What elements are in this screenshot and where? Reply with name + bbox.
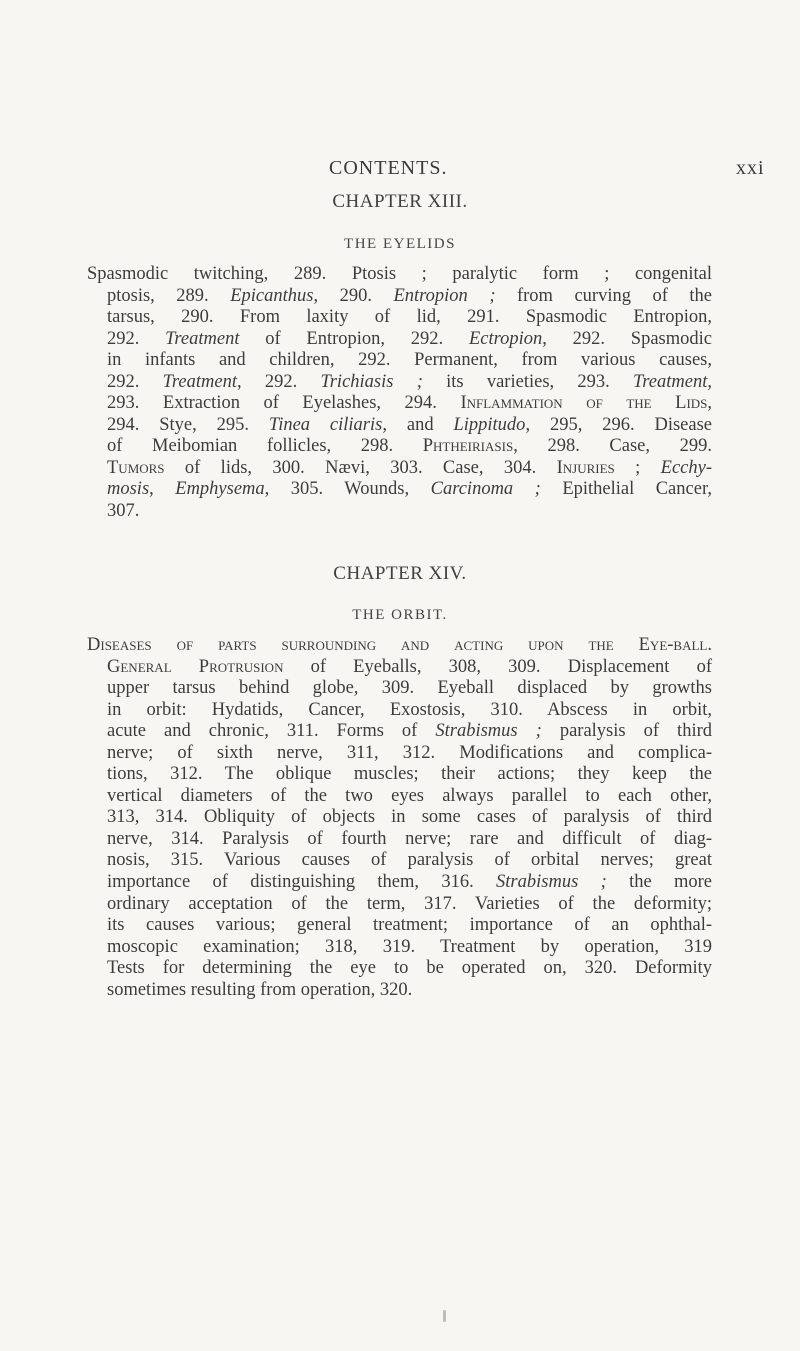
text-line: 293. Extraction of Eyelashes, 294. Inflammation of the Lids, bbox=[107, 393, 713, 414]
text-line: 292. Treatment of Entropion, 292. Ectropion, 292. Spasmodic bbox=[107, 328, 712, 349]
text-line: 292. Treatment, 292. Trichiasis ; its varieties, 293. Treatment, bbox=[107, 371, 712, 392]
text-line: tarsus, 290. From laxity of lid, 291. Spasmodic Entropion, bbox=[107, 307, 712, 328]
ink-speck bbox=[443, 1310, 446, 1322]
text-line: Tests for determining the eye to be operated on, 320. Deformity bbox=[107, 958, 712, 979]
text-line: 294. Stye, 295. Tinea ciliaris, and Lippitudo, 295, 296. Disease bbox=[107, 414, 712, 435]
chapter-13-heading: CHAPTER XIII. bbox=[332, 191, 468, 212]
text-line: upper tarsus behind globe, 309. Eyeball displaced by growths bbox=[107, 678, 712, 699]
text-line: tions, 312. The oblique muscles; their actions; they keep the bbox=[107, 764, 712, 785]
chapter-13-contents bbox=[87, 264, 712, 523]
text-line: 313, 314. Obliquity of objects in some cases of paralysis of third bbox=[107, 807, 712, 828]
text-line: ptosis, 289. Epicanthus, 290. Entropion ; from curving of the bbox=[107, 285, 712, 306]
text-line: 307. bbox=[107, 501, 140, 522]
text-line: nosis, 315. Various causes of paralysis of orbital nerves; great bbox=[107, 850, 712, 871]
text-line: sometimes resulting from operation, 320. bbox=[107, 979, 413, 1000]
chapter-13-title: THE EYELIDS bbox=[344, 236, 456, 252]
text-line: of Meibomian follicles, 298. Phtheiriasis, 298. Case, 299. bbox=[107, 436, 712, 457]
text-line: in infants and children, 292. Permanent, from various causes, bbox=[107, 350, 712, 371]
text-line: mosis, Emphysema, 305. Wounds, Carcinoma ; Epithelial Cancer, bbox=[107, 479, 712, 500]
chapter-14-title: THE ORBIT. bbox=[352, 607, 448, 623]
chapter-14-heading: CHAPTER XIV. bbox=[333, 563, 467, 584]
text-line: importance of distinguishing them, 316. Strabismus ; the more bbox=[107, 872, 712, 893]
text-line: nerve, 314. Paralysis of fourth nerve; rare and difficult of diag- bbox=[107, 828, 712, 849]
text-line: Tumors of lids, 300. Nævi, 303. Case, 304. Injuries ; Ecchy- bbox=[107, 457, 712, 478]
page-number: xxi bbox=[736, 157, 765, 179]
text-line: ordinary acceptation of the term, 317. Varieties of the deformity; bbox=[107, 893, 712, 914]
text-line: acute and chronic, 311. Forms of Strabismus ; paralysis of third bbox=[107, 721, 712, 742]
text-line: General Protrusion of Eyeballs, 308, 309. Displacement of bbox=[107, 656, 712, 677]
text-line: moscopic examination; 318, 319. Treatment by operation, 319 bbox=[107, 936, 712, 957]
text-line: Spasmodic twitching, 289. Ptosis ; paralytic form ; congenital bbox=[87, 264, 712, 284]
chapter-14-contents bbox=[87, 635, 712, 1001]
text-line: nerve; of sixth nerve, 311, 312. Modifications and complica- bbox=[107, 742, 712, 763]
text-line: vertical diameters of the two eyes always parallel to each other, bbox=[107, 785, 712, 806]
running-title: CONTENTS. bbox=[329, 157, 448, 179]
text-line: its causes various; general treatment; importance of an ophthal- bbox=[107, 915, 712, 936]
text-line: in orbit: Hydatids, Cancer, Exostosis, 310. Abscess in orbit, bbox=[107, 699, 712, 720]
text-line: Diseases of parts surrounding and acting upon the Eye-ball. bbox=[87, 635, 712, 655]
